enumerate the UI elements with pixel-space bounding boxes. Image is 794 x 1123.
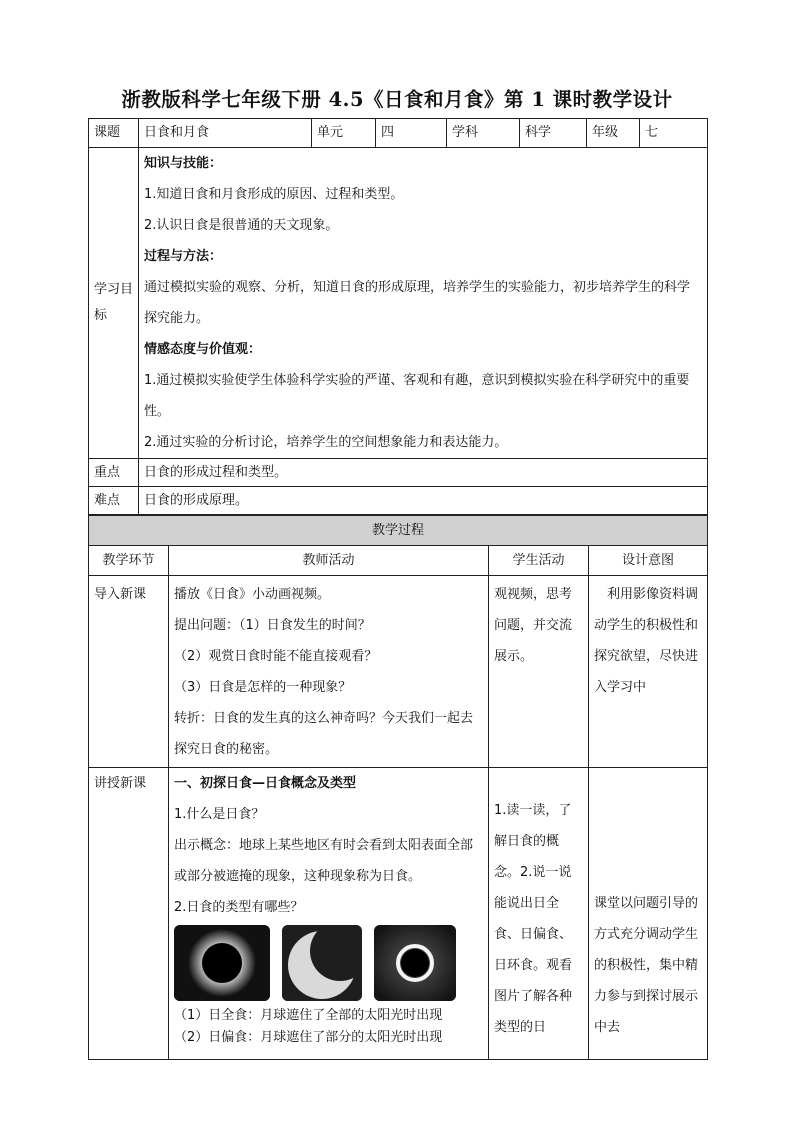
intro-teacher-line-1: 播放《日食》小动画视频。	[174, 587, 331, 602]
lecture-concept: 出示概念：地球上某些地区有时会看到太阳表面全部或部分被遮掩的现象，这种现象称为日食。	[174, 838, 474, 884]
process-header: 教学过程	[89, 516, 708, 546]
attitude-item-1: 1.通过模拟实验使学生体验科学实验的严谨、客观和有趣，意识到模拟实验在科学研究中的重要性。	[144, 373, 690, 419]
objectives-label: 学习目标	[89, 148, 139, 459]
partial-eclipse-graphic	[282, 925, 362, 1001]
lesson-info-table	[88, 118, 708, 515]
knowledge-item-2: 2.认识日食是很普通的天文现象。	[144, 218, 339, 233]
intro-student: 观视频，思考问题，并交流展示。	[489, 576, 589, 768]
lecture-stage: 讲授新课	[89, 768, 169, 1060]
attitude-heading: 情感态度与价值观：	[144, 342, 262, 357]
total-eclipse-graphic	[174, 925, 270, 1001]
grade-value: 七	[640, 119, 708, 148]
intro-teacher-line-5: 转折：日食的发生真的这么神奇吗？今天我们一起去探究日食的秘密。	[174, 711, 474, 757]
intro-teacher-line-4: （3）日食是怎样的一种现象？	[174, 680, 352, 695]
objectives-content	[139, 148, 708, 459]
intro-teacher-line-2: 提出问题：（1）日食发生的时间？	[174, 618, 371, 633]
unit-value: 四	[376, 119, 447, 148]
lecture-question-2: 2.日食的类型有哪些？	[174, 900, 304, 915]
difficulty-text: 日食的形成原理。	[139, 487, 708, 515]
lecture-teacher	[169, 768, 489, 1060]
grade-label: 年级	[587, 119, 640, 148]
lecture-type-2: （2）日偏食：月球遮住了部分的太阳光时出现	[174, 1030, 443, 1045]
subject-value: 科学	[520, 119, 587, 148]
col-intent-header: 设计意图	[589, 546, 708, 576]
page-title: 浙教版科学七年级下册 4.5《日食和月食》第 1 课时教学设计	[121, 88, 673, 111]
unit-label: 单元	[312, 119, 376, 148]
knowledge-heading: 知识与技能：	[144, 156, 223, 171]
partial-eclipse-image	[282, 925, 362, 1001]
lecture-student: 1.读一读，了解日食的概念。2.说一说能说出日全食、日偏食、日环食。观看图片了解各种类型的日	[489, 768, 589, 1060]
attitude-item-2: 2.通过实验的分析讨论，培养学生的空间想象能力和表达能力。	[144, 435, 508, 450]
col-teacher-header: 教师活动	[169, 546, 489, 576]
topic-label: 课题	[89, 119, 139, 148]
intro-intent: 利用影像资料调动学生的积极性和探究欲望，尽快进入学习中	[589, 576, 708, 768]
col-student-header: 学生活动	[489, 546, 589, 576]
lecture-intent: 课堂以问题引导的方式充分调动学生的积极性，集中精力参与到探讨展示中去	[589, 768, 708, 1060]
subject-label: 学科	[447, 119, 520, 148]
lecture-heading: 一、初探日食—日食概念及类型	[174, 776, 357, 791]
topic-value: 日食和月食	[139, 119, 312, 148]
annular-eclipse-graphic	[374, 925, 456, 1001]
process-item: 通过模拟实验的观察、分析，知道日食的形成原理，培养学生的实验能力，初步培养学生的科学探究能力。	[144, 280, 691, 326]
teaching-process-table	[88, 515, 708, 1060]
key-point-label: 重点	[89, 459, 139, 487]
key-point-text: 日食的形成过程和类型。	[139, 459, 708, 487]
intro-stage: 导入新课	[89, 576, 169, 768]
total-eclipse-image	[174, 925, 270, 1001]
col-stage-header: 教学环节	[89, 546, 169, 576]
lecture-question-1: 1.什么是日食？	[174, 807, 265, 822]
knowledge-item-1: 1.知道日食和月食形成的原因、过程和类型。	[144, 187, 404, 202]
intro-teacher	[169, 576, 489, 768]
annular-eclipse-image	[374, 925, 456, 1001]
lecture-type-1: （1）日全食：月球遮住了全部的太阳光时出现	[174, 1008, 443, 1023]
difficulty-label: 难点	[89, 487, 139, 515]
intro-teacher-line-3: （2）观赏日食时能不能直接观看？	[174, 649, 378, 664]
process-heading: 过程与方法：	[144, 249, 223, 264]
eclipse-photos	[174, 925, 483, 1001]
